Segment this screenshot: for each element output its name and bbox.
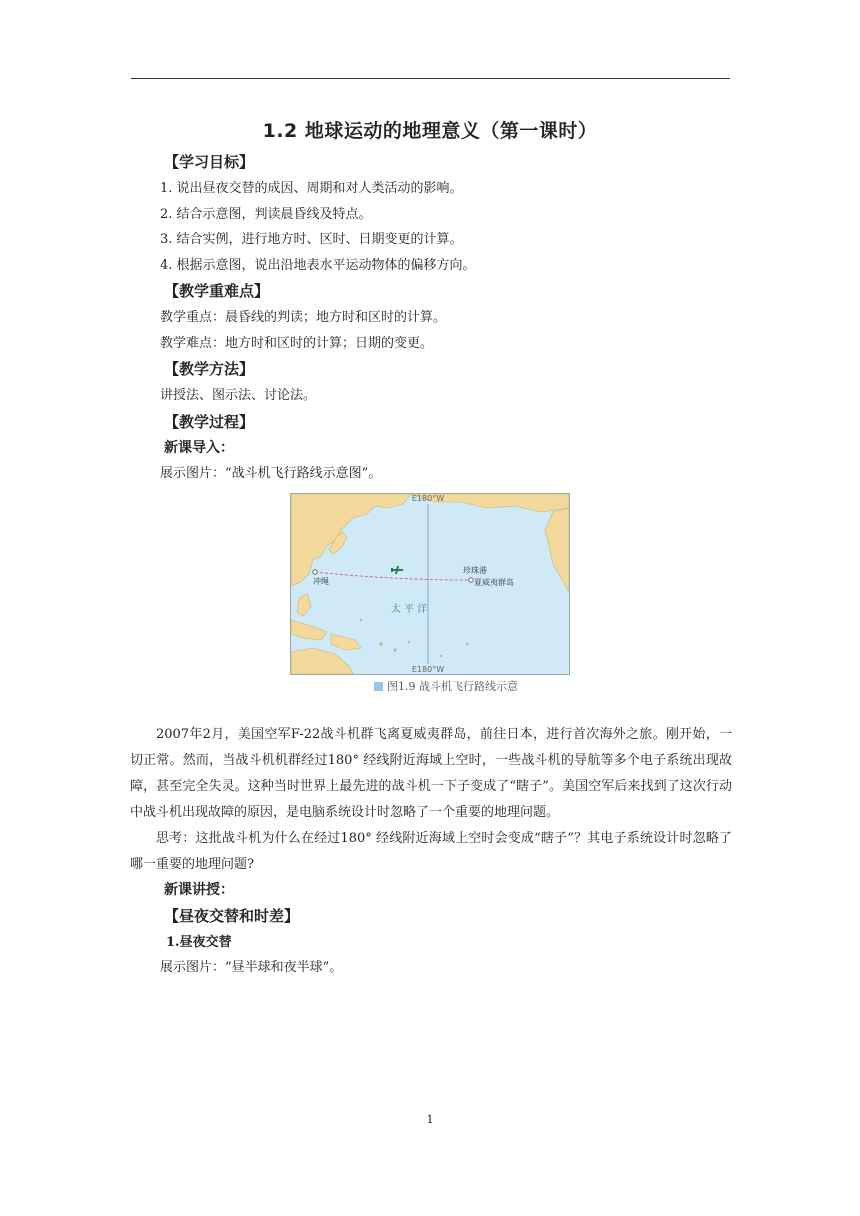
okinawa-marker xyxy=(313,570,317,574)
meridian-bottom-label: E180°W xyxy=(411,665,445,674)
objectives-heading: 【学习目标】 xyxy=(164,153,255,171)
intro-line: 展示图片：“战斗机飞行路线示意图”。 xyxy=(160,465,382,481)
figure-caption xyxy=(160,678,732,694)
process-heading: 【教学过程】 xyxy=(164,412,255,431)
story-paragraph: 2007年2月，美国空军F-22战斗机群飞离夏威夷群岛，前往日本，进行首次海外之旅。刚开始，一切正常。然而，当战斗机机群经过180° 经线附近海域上空时，一些战斗机的导航等多个电子系统出现故障，甚至完全失灵。这种当时世界上最先进的战斗机一下子变成了“瞎子”。美国空军后来找到了这次行动中战斗机出现故障的原因，是电脑系统设计时忽略了一个重要的地理问题。 xyxy=(130,727,732,820)
okinawa-label: 冲绳 xyxy=(313,577,329,586)
meridian-top-label: E180°W xyxy=(411,494,445,503)
caption-text: 图1.9 战斗机飞行路线示意 xyxy=(387,680,518,693)
pearl-harbor-marker xyxy=(469,578,473,582)
daynight-subheading: 1.昼夜交替 xyxy=(166,935,232,950)
objective-item: 1. 说出昼夜交替的成因、周期和对人类活动的影响。 xyxy=(160,181,463,196)
flight-route-figure xyxy=(160,486,732,722)
pearl-harbor-label: 珍珠港 xyxy=(463,566,487,575)
intro-heading: 新课导入： xyxy=(164,439,234,456)
header-rule xyxy=(131,78,730,79)
key-points-heading: 【教学重难点】 xyxy=(164,282,270,300)
lecture-heading: 新课讲授： xyxy=(164,882,234,898)
objective-item: 2. 结合示意图，判读晨昏线及特点。 xyxy=(160,206,372,222)
flight-route-map xyxy=(290,493,570,675)
map-graphic xyxy=(291,494,569,674)
methods-heading: 【教学方法】 xyxy=(164,360,255,378)
hawaii-label: 夏威夷群岛 xyxy=(474,578,514,587)
page-title: 1.2 地球运动的地理意义（第一课时） xyxy=(262,120,598,142)
methods-text: 讲授法、图示法、讨论法。 xyxy=(160,388,317,403)
key-point-item: 教学重点：晨昏线的判读；地方时和区时的计算。 xyxy=(160,310,447,325)
objective-item: 4. 根据示意图，说出沿地表水平运动物体的偏移方向。 xyxy=(160,257,476,273)
daynight-heading: 【昼夜交替和时差】 xyxy=(164,907,300,925)
daynight-line: 展示图片：“昼半球和夜半球”。 xyxy=(160,960,343,975)
key-point-item: 教学难点：地方时和区时的计算；日期的变更。 xyxy=(160,335,434,351)
objective-item: 3. 结合实例，进行地方时、区时、日期变更的计算。 xyxy=(160,232,463,247)
caption-marker-icon xyxy=(374,682,383,691)
document-body xyxy=(130,149,732,981)
question-paragraph: 思考：这批战斗机为什么在经过180° 经线附近海域上空时会变成“瞎子”？其电子系统设计时忽略了哪一重要的地理问题? xyxy=(130,831,732,872)
page-number: 1 xyxy=(426,1113,434,1126)
ocean-label: 太 平 洋 xyxy=(391,604,428,615)
